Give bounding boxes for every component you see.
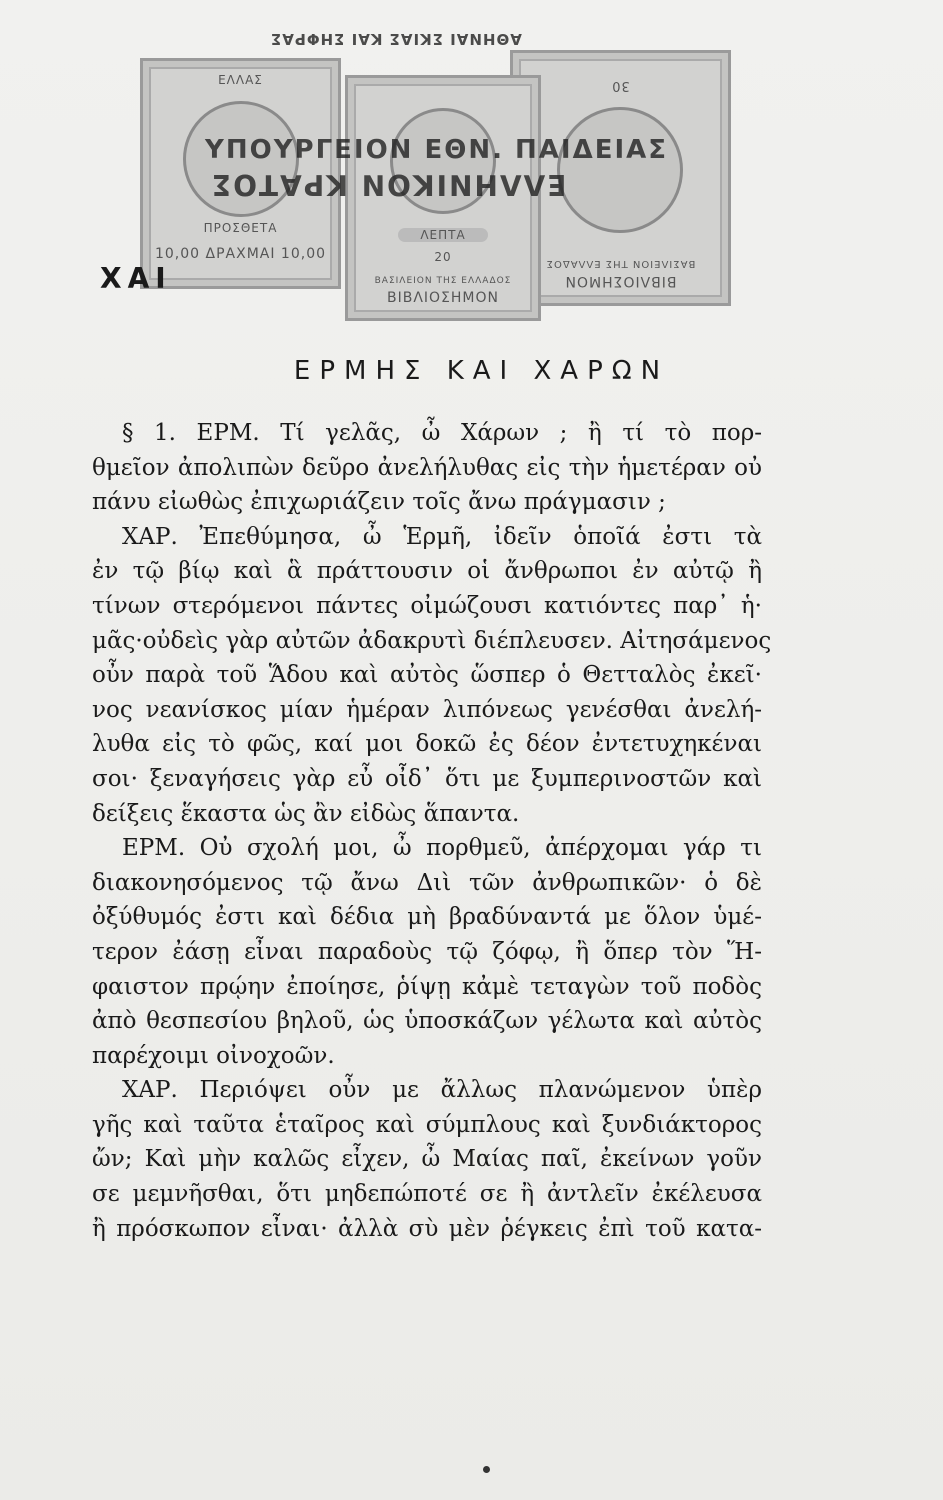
text-line: τίνων στερόμενοι πάντες οἰμώζουσι κατιόντες παρ᾽ ἡ· xyxy=(92,592,762,619)
text-line: παρέχοιμι οἰνοχοῶν. xyxy=(92,1042,335,1069)
text-line: ΧΑΡ. Περιόψει οὖν με ἄλλως πλανώμενον ὑπὲρ xyxy=(122,1077,762,1104)
text-line: οὖν παρὰ τοῦ Ἅδου καὶ αὐτὸς ὥσπερ ὁ Θετταλὸς ἐκεῖ· xyxy=(92,662,762,689)
text-line: γῆς καὶ ταῦτα ἑταῖρος καὶ σύμπλους καὶ ξυνδιάκτορος xyxy=(92,1111,762,1138)
stamp-emblem-icon xyxy=(558,107,684,233)
text-line: ἢ πρόσκωπον εἶναι· ἀλλὰ σὺ μὲν ῥέγκεις ἐπὶ τοῦ κατα- xyxy=(92,1215,762,1242)
text-line: ΕΡΜ. Οὐ σχολή μοι, ὦ πορθμεῦ, ἀπέρχομαι γάρ τι xyxy=(122,835,762,862)
text-line: σοι· ξεναγήσεις γὰρ εὖ οἶδ᾽ ὅτι με ξυμπερινοστῶν καὶ xyxy=(92,765,762,792)
body-text xyxy=(92,416,772,1246)
text-line: ΧΑΡ. Ἐπεθύμησα, ὦ Ἑρμῆ, ἰδεῖν ὁποῖά ἐστι τὰ xyxy=(122,523,762,550)
stamp-overprint: ΕΛΛΗΝΙΚΟΝ ΚΡΑΤΟΣ xyxy=(210,168,567,201)
text-line: § 1. ΕΡΜ. Τί γελᾶς, ὦ Χάρων ; ἢ τί τὸ πορ- xyxy=(122,420,762,446)
page-title: ΕΡΜΗΣ ΚΑΙ ΧΑΡΩΝ xyxy=(293,356,670,386)
text-line: ὀξύθυμός ἐστι καὶ δέδια μὴ βραδύναντά με ὅλον ὑμέ- xyxy=(92,904,762,931)
revenue-stamp-center: ΛΕΠΤΑ 20 ΒΑΣΙΛΕΙΟΝ ΤΗΣ ΕΛΛΑΔΟΣ ΒΙΒΛΙΟΣΗΜΟΝ xyxy=(345,75,541,321)
text-line: ὤν; Καὶ μὴν καλῶς εἶχεν, ὦ Μαίας παῖ, ἐκείνων γοῦν xyxy=(92,1146,762,1173)
page-mark xyxy=(483,1466,490,1473)
text-line: δείξεις ἕκαστα ὡς ἂν εἰδὼς ἅπαντα. xyxy=(92,800,520,827)
text-line: σε μεμνῆσθαι, ὅτι μηδεπώποτέ σε ἢ ἀντλεῖν ἐκέλευσα xyxy=(92,1181,762,1208)
stamp-overprint: ΑΘΗΝΑΙ ΣΚΙΑΣ ΚΑΙ ΣΗΦΡΑΣ xyxy=(270,30,522,48)
stamp-overprint: ΥΠΟΥΡΓΕΙΟΝ ΕΘΝ. ΠΑΙΔΕΙΑΣ xyxy=(205,135,669,165)
text-line: διακονησόμενος τῷ ἄνω Διὶ τῶν ἀνθρωπικῶν· ὁ δὲ xyxy=(92,869,762,896)
text-line: νος νεανίσκος μίαν ἡμέραν λιπόνεως γενέσθαι ἀνελή- xyxy=(92,696,762,723)
text-line: ἀπὸ θεσπεσίου βηλοῦ, ὡς ὑποσκάζων γέλωτα καὶ αὐτὸς xyxy=(92,1008,762,1035)
text-line: πάνυ εἰωθὼς ἐπιχωριάζειν τοῖς ἄνω πράγμασιν ; xyxy=(92,489,666,516)
text-line: τερον ἐάσῃ εἶναι παραδοὺς τῷ ζόφῳ, ἢ ὅπερ τὸν Ἥ- xyxy=(92,938,762,965)
revenue-stamp-right: ΒΙΒΛΙΟΣΗΜΟΝ ΒΑΣΙΛΕΙΟΝ ΤΗΣ ΕΛΛΑΔΟΣ 30 xyxy=(510,50,731,306)
revenue-stamp-left: ΕΛΛΑΣ ΠΡΟΣΘΕΤΑ 10,00 ΔΡΑΧΜΑΙ 10,00 xyxy=(140,58,341,289)
text-line: λυθα εἰς τὸ φῶς, καί μοι δοκῶ ἐς δέον ἐντετυχηκέναι xyxy=(92,731,762,758)
text-line: μᾶς·οὐδεὶς γὰρ αὐτῶν ἀδακρυτὶ διέπλευσεν. Αἰτησάμενος xyxy=(92,627,772,654)
text-line: ἐν τῷ βίῳ καὶ ἃ πράττουσιν οἱ ἄνθρωποι ἐν αὐτῷ ἢ xyxy=(92,558,762,585)
running-head: ΧΑΙ xyxy=(100,262,172,295)
text-line: θμεῖον ἀπολιπὼν δεῦρο ἀνελήλυθας εἰς τὴν ἡμετέραν οὐ xyxy=(92,454,762,481)
text-line: φαιστον πρῴην ἐποίησε, ῥίψῃ κἀμὲ τεταγὼν τοῦ ποδὸς xyxy=(92,973,762,1000)
